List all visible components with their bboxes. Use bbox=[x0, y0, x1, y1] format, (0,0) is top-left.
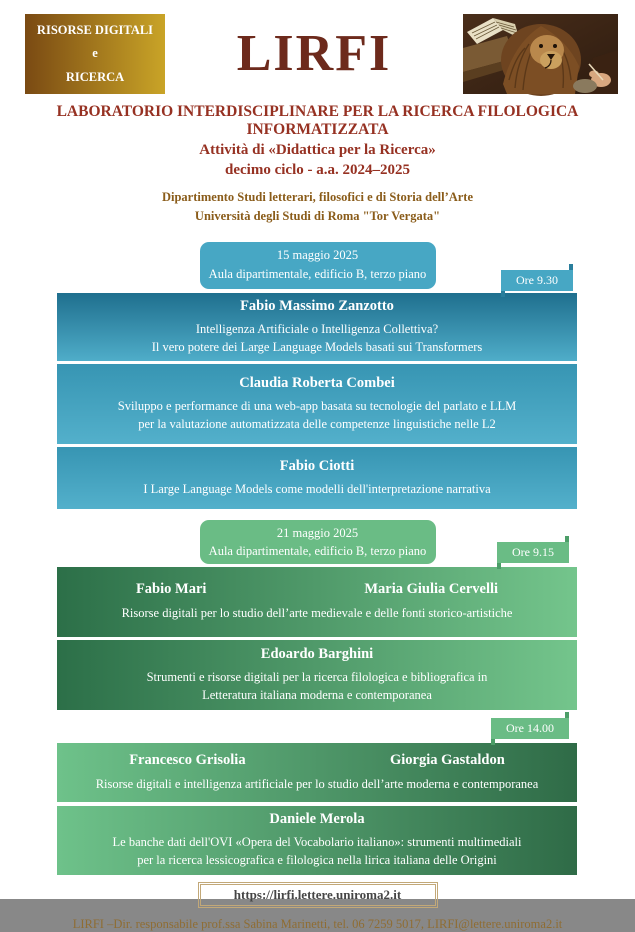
day1-panels bbox=[57, 293, 577, 509]
day2-date-row bbox=[0, 520, 635, 562]
talk-panel-combei bbox=[57, 364, 577, 444]
talk-panel-zanzotto bbox=[57, 293, 577, 361]
day1-date-chip bbox=[200, 242, 436, 289]
talk-panel-merola bbox=[57, 806, 577, 875]
day2-morning-panels bbox=[57, 567, 577, 710]
talk-panel-mari-cervelli bbox=[57, 567, 577, 637]
talk-title-line: per la ricerca lessicografica e filologica nella lirica italiana delle Origini bbox=[137, 853, 497, 868]
day2-afternoon-panels bbox=[57, 743, 577, 875]
speaker-name: Giorgia Gastaldon bbox=[389, 751, 505, 768]
talk-title-line: Il vero potere dei Large Language Models basati sui Transformers bbox=[151, 339, 483, 354]
contact-line: LIRFI –Dir. responsabile prof.ssa Sabina Marinetti, tel. 06 7259 5017, LIRFI@lettere.uniroma2.it bbox=[72, 916, 563, 931]
talk-title-line: Risorse digitali e intelligenza artificiale per lo studio dell’arte moderna e contemporanea bbox=[95, 776, 539, 791]
department-lines bbox=[0, 188, 635, 227]
talk-panel-grisolia-gastaldon bbox=[57, 743, 577, 802]
day2-date-chip bbox=[200, 520, 436, 564]
speaker-name: Claudia Roberta Combei bbox=[239, 374, 395, 391]
speaker-name: Fabio Ciotti bbox=[279, 457, 355, 474]
day2-morning-time-ribbon: Ore 9.15 bbox=[497, 542, 569, 563]
speaker-name: Fabio Mari bbox=[135, 581, 207, 598]
day1-location: Aula dipartimentale, edificio B, terzo piano bbox=[208, 267, 427, 282]
speakers-row bbox=[57, 581, 577, 598]
speaker-name: Fabio Massimo Zanzotto bbox=[240, 297, 394, 314]
talk-title-line: per la valutazione automatizzata delle competenze linguistiche nelle L2 bbox=[138, 416, 496, 431]
badge-line-2: e bbox=[92, 46, 98, 61]
st-jerome-lion-artwork bbox=[463, 14, 618, 94]
talk-title-line: Sviluppo e performance di una web-app basata su tecnologie del parlato e LLM bbox=[117, 398, 517, 413]
talk-panel-ciotti bbox=[57, 447, 577, 509]
day1-date-row bbox=[0, 242, 635, 288]
speaker-name: Edoardo Barghini bbox=[260, 645, 374, 662]
university-name: Università degli Studi di Roma "Tor Vergata" bbox=[194, 209, 441, 224]
talk-title-line: Le banche dati dell'OVI «Opera del Vocabolario italiano»: strumenti multimediali bbox=[112, 835, 522, 850]
poster-cycle: decimo ciclo - a.a. 2024–2025 bbox=[225, 162, 410, 178]
day1-time-ribbon: Ore 9.30 bbox=[501, 270, 573, 291]
poster-subtitle: Attività di «Didattica per la Ricerca» bbox=[199, 142, 436, 158]
lirfi-logo-title: LIRFI bbox=[236, 25, 392, 82]
talk-title-line: Risorse digitali per lo studio dell’arte medievale e delle fonti storico-artistiche bbox=[121, 606, 513, 621]
talk-title-line: Intelligenza Artificiale o Intelligenza Collettiva? bbox=[195, 321, 439, 336]
day2-afternoon-time-ribbon: Ore 14.00 bbox=[491, 718, 569, 739]
talk-title-line: Strumenti e risorse digitali per la ricerca filologica e bibliografica in bbox=[146, 669, 488, 684]
badge-line-1: RISORSE DIGITALI bbox=[36, 23, 154, 38]
poster-title: LABORATORIO INTERDISCIPLINARE PER LA RICERCA FILOLOGICA INFORMATIZZATA bbox=[56, 103, 579, 138]
talk-title-line: I Large Language Models come modelli dell'interpretazione narrativa bbox=[143, 481, 491, 496]
department-name: Dipartimento Studi letterari, filosofici e di Storia dell’Arte bbox=[161, 190, 474, 204]
speaker-name: Francesco Grisolia bbox=[129, 751, 246, 768]
speaker-name: Daniele Merola bbox=[269, 811, 365, 828]
talk-title-line: Letteratura italiana moderna e contemporanea bbox=[202, 687, 432, 702]
talk-panel-barghini bbox=[57, 640, 577, 710]
day1-date: 15 maggio 2025 bbox=[276, 247, 359, 262]
header-row bbox=[0, 0, 635, 94]
speakers-row bbox=[57, 752, 577, 769]
day2-date: 21 maggio 2025 bbox=[276, 525, 359, 540]
speaker-name: Maria Giulia Cervelli bbox=[364, 581, 499, 598]
day2-location: Aula dipartimentale, edificio B, terzo piano bbox=[208, 543, 427, 558]
lion-painting-illustration bbox=[463, 14, 618, 94]
badge-line-3: RICERCA bbox=[65, 69, 125, 84]
risorse-digitali-badge bbox=[25, 14, 165, 94]
website-link[interactable]: https://lirfi.lettere.uniroma2.it bbox=[198, 882, 438, 908]
day2-afternoon-time-row bbox=[0, 715, 635, 741]
